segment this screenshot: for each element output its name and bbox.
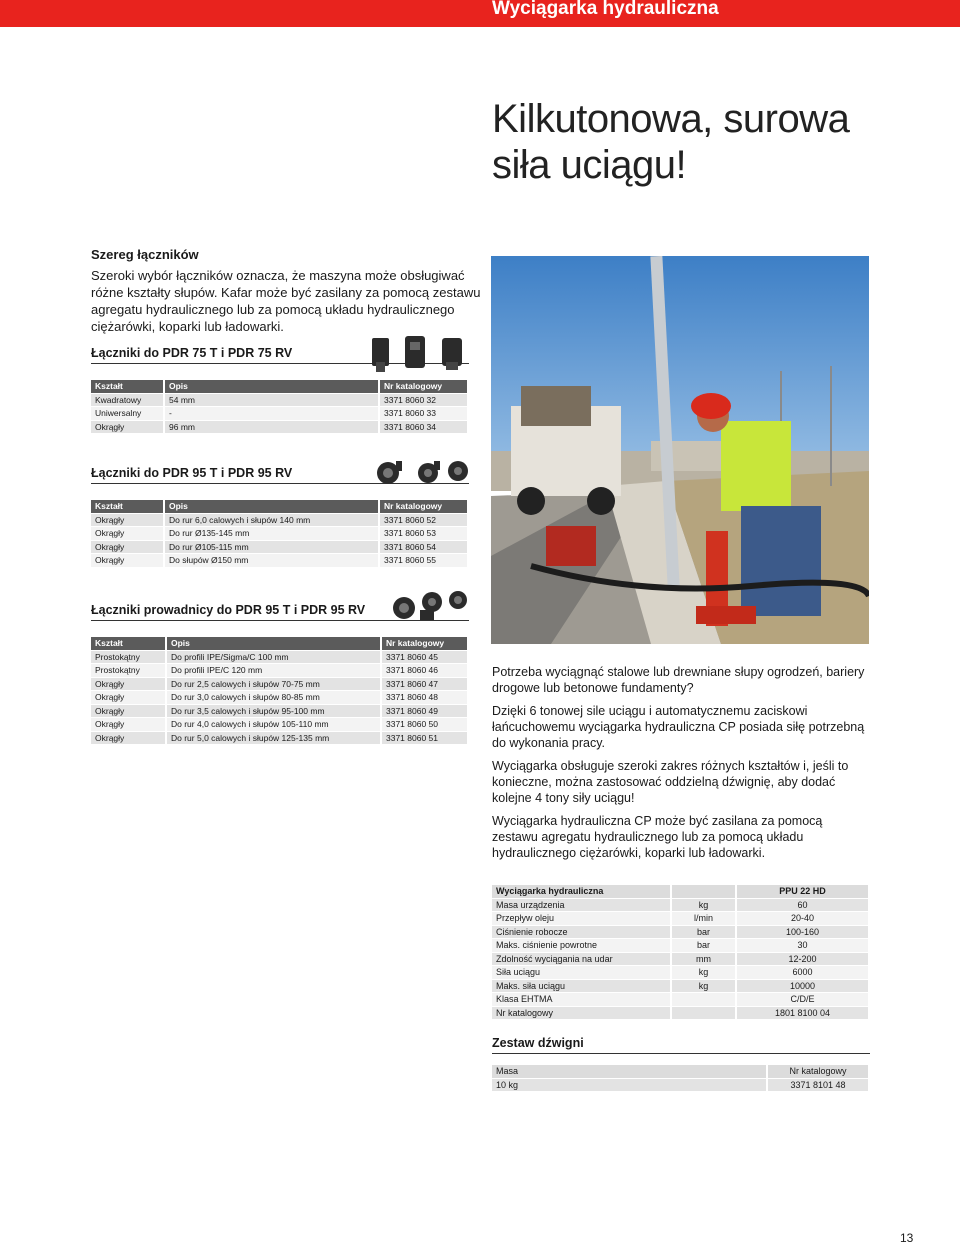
th-catalog: Nr katalogowy [379, 380, 468, 393]
spec-label: Siła uciągu [492, 966, 671, 980]
table-row [91, 513, 468, 527]
table-row [91, 718, 468, 732]
table-row [492, 898, 869, 912]
spec-value: 20-40 [736, 912, 869, 926]
cell-catalog: 3371 8060 52 [379, 513, 468, 527]
spec-unit: kg [671, 898, 736, 912]
table-row [91, 691, 468, 705]
paragraph-4: Wyciągarka hydrauliczna CP może być zasilana za pomocą zestawu agregatu hydraulicznego lub za pomocą układu hydraulicznego ciężarówki, koparki lub ładowarki. [492, 814, 823, 860]
spec-label: Maks. siła uciągu [492, 979, 671, 993]
cell-catalog: 3371 8060 34 [379, 420, 468, 434]
table-row [492, 979, 869, 993]
spec-label: Zdolność wyciągania na udar [492, 952, 671, 966]
cell-catalog: 3371 8060 48 [381, 691, 468, 705]
header-title: Wyciągarka hydrauliczna [492, 0, 719, 19]
table-row [492, 993, 869, 1007]
table1 [91, 380, 469, 434]
cell-description: - [164, 407, 379, 421]
lever-mass: 10 kg [492, 1078, 767, 1092]
cell-description: Do rur 5,0 calowych i słupów 125-135 mm [166, 731, 381, 745]
table2 [91, 500, 469, 568]
table-row [492, 1078, 869, 1092]
connector-icons-pdr75 [370, 334, 475, 374]
spec-unit: kg [671, 966, 736, 980]
cell-shape: Okrągły [91, 540, 164, 554]
cell-shape: Okrągły [91, 527, 164, 541]
table-row [492, 939, 869, 953]
guide-connector-icons [390, 588, 475, 622]
cell-shape: Okrągły [91, 731, 166, 745]
th-unit [671, 885, 736, 898]
cell-description: Do rur Ø105-115 mm [164, 540, 379, 554]
table-row [91, 393, 468, 407]
spec-unit [671, 1006, 736, 1020]
cell-shape: Prostokątny [91, 664, 166, 678]
paragraph-3: Wyciągarka obsługuje szeroki zakres różnych kształtów i, jeśli to konieczne, można zastosować oddzielną dźwignię, aby dodać kolejne 4 tony siły uciągu! [492, 759, 849, 805]
table3-title: Łączniki prowadnicy do PDR 95 T i PDR 95 RV [91, 603, 469, 621]
table3 [91, 637, 469, 745]
cell-shape: Okrągły [91, 554, 164, 568]
headline-line-2: siła uciągu! [492, 143, 687, 187]
cell-catalog: 3371 8060 50 [381, 718, 468, 732]
table-row [91, 420, 468, 434]
cell-description: Do słupów Ø150 mm [164, 554, 379, 568]
cell-shape: Okrągły [91, 691, 166, 705]
cell-catalog: 3371 8060 54 [379, 540, 468, 554]
spec-label: Maks. ciśnienie powrotne [492, 939, 671, 953]
th-description: Opis [164, 380, 379, 393]
table-row [492, 912, 869, 926]
paragraph-1: Potrzeba wyciągnąć stalowe lub drewniane słupy ogrodzeń, bariery drogowe lub betonowe fundamenty? [492, 665, 865, 695]
table-row [492, 1006, 869, 1020]
th-catalog: Nr katalogowy [381, 637, 468, 650]
cell-catalog: 3371 8060 55 [379, 554, 468, 568]
cell-catalog: 3371 8060 45 [381, 650, 468, 664]
spec-unit: kg [671, 979, 736, 993]
table-row [91, 650, 468, 664]
product-photo [491, 256, 869, 644]
table-row [91, 664, 468, 678]
cell-description: 96 mm [164, 420, 379, 434]
spec-label: Przepływ oleju [492, 912, 671, 926]
spec-unit: bar [671, 925, 736, 939]
spec-unit: l/min [671, 912, 736, 926]
cell-catalog: 3371 8060 49 [381, 704, 468, 718]
spec-value: 30 [736, 939, 869, 953]
cell-description: Do profili IPE/C 120 mm [166, 664, 381, 678]
table-row [91, 407, 468, 421]
cell-catalog: 3371 8060 51 [381, 731, 468, 745]
spec-label: Klasa EHTMA [492, 993, 671, 1007]
lever-catalog: 3371 8101 48 [767, 1078, 869, 1092]
table-row [492, 966, 869, 980]
spec-unit [671, 993, 736, 1007]
cell-description: Do rur 3,5 calowych i słupów 95-100 mm [166, 704, 381, 718]
th-shape: Kształt [91, 500, 164, 513]
cell-catalog: 3371 8060 33 [379, 407, 468, 421]
cell-description: Do rur Ø135-145 mm [164, 527, 379, 541]
lever-title: Zestaw dźwigni [492, 1036, 870, 1054]
spec-value: 6000 [736, 966, 869, 980]
th-catalog: Nr katalogowy [379, 500, 468, 513]
cell-catalog: 3371 8060 46 [381, 664, 468, 678]
table-row [91, 731, 468, 745]
headline-line-1: Kilkutonowa, surowa [492, 97, 850, 141]
table-row [91, 554, 468, 568]
page-number: 13 [900, 1231, 914, 1245]
table3-header [91, 637, 468, 650]
cell-shape: Okrągły [91, 513, 164, 527]
spec-label: Masa urządzenia [492, 898, 671, 912]
cell-catalog: 3371 8060 53 [379, 527, 468, 541]
spec-value: 10000 [736, 979, 869, 993]
table1-title: Łączniki do PDR 75 T i PDR 75 RV [91, 346, 469, 364]
table-row [91, 540, 468, 554]
cell-description: Do rur 3,0 calowych i słupów 80-85 mm [166, 691, 381, 705]
cell-shape: Okrągły [91, 420, 164, 434]
intro-title: Szereg łączników [91, 247, 199, 262]
th-product: Wyciągarka hydrauliczna [492, 885, 671, 898]
cell-shape: Okrągły [91, 677, 166, 691]
th-catalog: Nr katalogowy [767, 1065, 869, 1078]
spec-label: Ciśnienie robocze [492, 925, 671, 939]
spec-unit: bar [671, 939, 736, 953]
th-mass: Masa [492, 1065, 767, 1078]
cell-shape: Kwadratowy [91, 393, 164, 407]
specs-header [492, 885, 869, 898]
cell-description: Do profili IPE/Sigma/C 100 mm [166, 650, 381, 664]
cell-shape: Prostokątny [91, 650, 166, 664]
table-row [492, 952, 869, 966]
paragraph-2: Dzięki 6 tonowej sile uciągu i automatycznemu zaciskowi łańcuchowemu wyciągarka hydrauliczna CP posiada siłę potrzebną do wykonania pracy. [492, 704, 865, 750]
cell-catalog: 3371 8060 32 [379, 393, 468, 407]
cell-description: Do rur 6,0 calowych i słupów 140 mm [164, 513, 379, 527]
cell-catalog: 3371 8060 47 [381, 677, 468, 691]
intro-text: Szeroki wybór łączników oznacza, że maszyna może obsługiwać różne kształty słupów. Kafar może być zasilany za pomocą zestawu agregatu hydraulicznego lub za pomocą układu hydraulicznego ciężarówki, koparki lub ładowarki. [91, 268, 481, 334]
th-model: PPU 22 HD [736, 885, 869, 898]
cell-shape: Uniwersalny [91, 407, 164, 421]
spec-value: 60 [736, 898, 869, 912]
th-shape: Kształt [91, 637, 166, 650]
cell-shape: Okrągły [91, 704, 166, 718]
spec-value: 1801 8100 04 [736, 1006, 869, 1020]
th-description: Opis [166, 637, 381, 650]
th-shape: Kształt [91, 380, 164, 393]
specs-table [492, 885, 870, 1020]
table-row [91, 677, 468, 691]
spec-value: C/D/E [736, 993, 869, 1007]
table-row [91, 527, 468, 541]
connector-icons-pdr95 [372, 455, 472, 489]
spec-value: 12-200 [736, 952, 869, 966]
table2-title: Łączniki do PDR 95 T i PDR 95 RV [91, 466, 469, 484]
table-row [91, 704, 468, 718]
spec-value: 100-160 [736, 925, 869, 939]
table2-header [91, 500, 468, 513]
header-bar [0, 0, 960, 27]
headline [492, 96, 849, 188]
cell-description: 54 mm [164, 393, 379, 407]
spec-unit: mm [671, 952, 736, 966]
lever-table [492, 1065, 870, 1092]
table1-header [91, 380, 468, 393]
spec-label: Nr katalogowy [492, 1006, 671, 1020]
cell-description: Do rur 4,0 calowych i słupów 105-110 mm [166, 718, 381, 732]
description-text [492, 664, 870, 868]
lever-header [492, 1065, 869, 1078]
cell-description: Do rur 2,5 calowych i słupów 70-75 mm [166, 677, 381, 691]
cell-shape: Okrągły [91, 718, 166, 732]
th-description: Opis [164, 500, 379, 513]
table-row [492, 925, 869, 939]
